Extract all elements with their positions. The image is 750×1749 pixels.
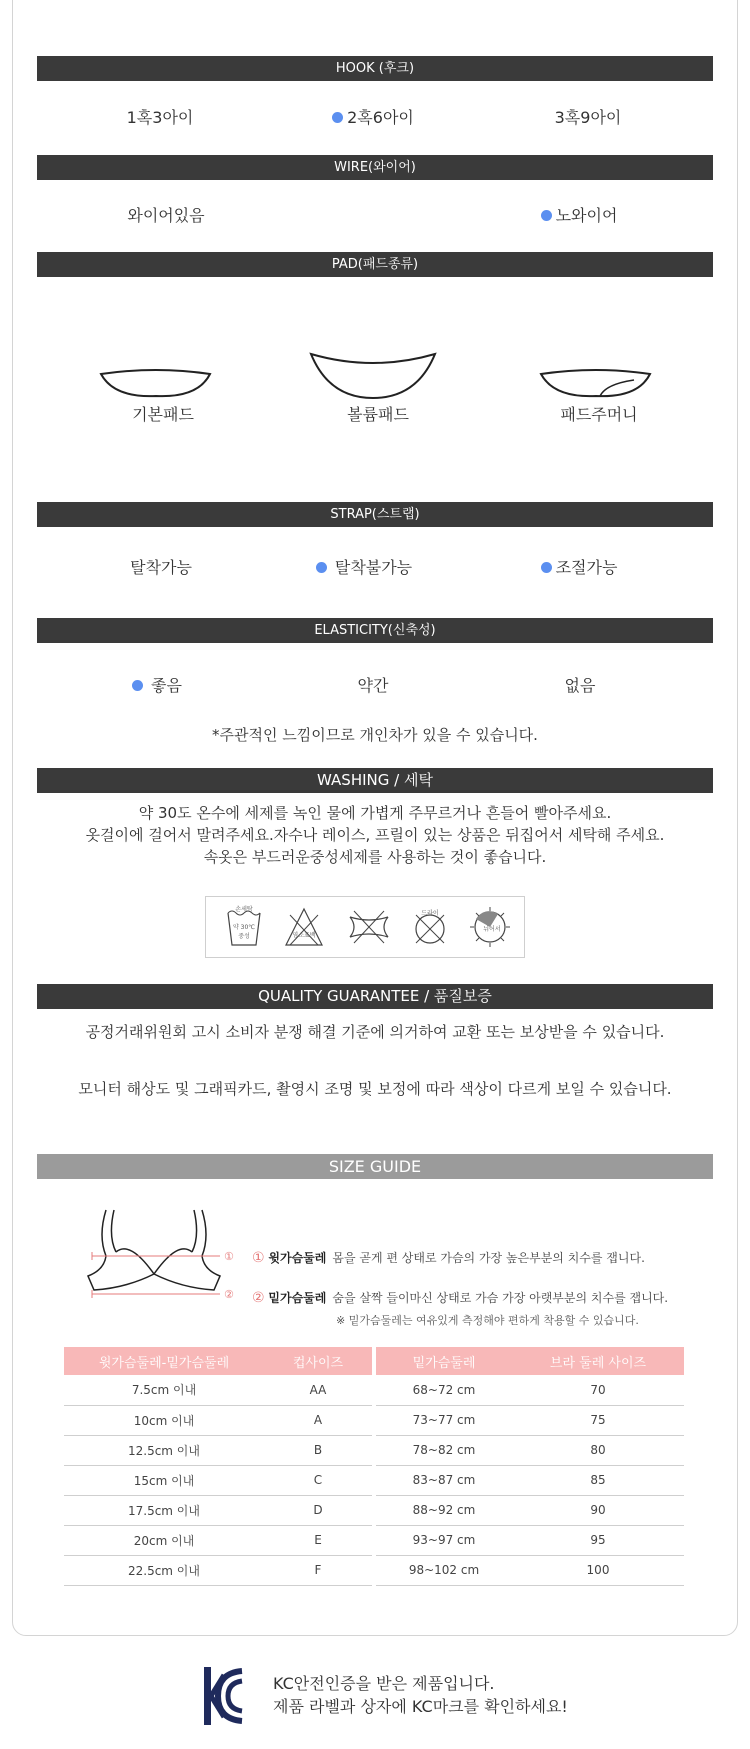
cup-table-cell: AA xyxy=(264,1375,372,1405)
band-table-cell: 95 xyxy=(512,1525,684,1555)
quality-header: QUALITY GUARANTEE / 품질보증 xyxy=(37,984,713,1009)
no-dry-clean-icon xyxy=(410,905,450,949)
band-table-cell: 83~87 cm xyxy=(376,1465,512,1495)
band-table-row xyxy=(376,1375,684,1405)
kc-mark-icon xyxy=(202,1665,248,1727)
mark-1: ① xyxy=(224,1250,234,1263)
band-table-cell: 88~92 cm xyxy=(376,1495,512,1525)
cup-table-row xyxy=(64,1495,372,1525)
band-table-row xyxy=(376,1495,684,1525)
cup-table-cell: 12.5cm 이내 xyxy=(64,1435,264,1465)
pad-option-1-label: 기본패드 xyxy=(132,405,194,424)
washing-line-3: 속옷은 부드러운중성세제를 사용하는 것이 좋습니다. xyxy=(203,848,547,866)
pad-option-3-label: 패드주머니 xyxy=(560,405,638,424)
hook-option-2 xyxy=(273,106,473,130)
cup-table-cell: 20cm 이내 xyxy=(64,1525,264,1555)
wire-option-1 xyxy=(66,204,266,228)
cup-table-cell: A xyxy=(264,1405,372,1435)
band-table-row xyxy=(376,1405,684,1435)
under-bust-term: 밑가슴둘레 xyxy=(268,1291,327,1305)
under-bust-description xyxy=(252,1289,668,1306)
hook-option-1 xyxy=(60,106,260,130)
volume-pad-icon xyxy=(307,350,439,402)
hook-option-3-label: 3혹9아이 xyxy=(554,108,622,127)
under-bust-num: ② xyxy=(252,1290,265,1306)
washing-line-1: 약 30도 온수에 세제를 녹인 물에 가볍게 주무르거나 흔들어 빨아주세요. xyxy=(138,804,612,822)
strap-option-2-label: 탈착불가능 xyxy=(334,558,413,577)
cup-table-row xyxy=(64,1375,372,1405)
selected-dot-icon xyxy=(132,680,143,691)
cup-table-header-2: 컵사이즈 xyxy=(264,1347,372,1375)
band-table-cell: 70 xyxy=(512,1375,684,1405)
washing-line-2: 옷걸이에 걸어서 말려주세요.자수나 레이스, 프릴이 있는 상품은 뒤집어서 세탁해 주세요. xyxy=(85,826,665,844)
pad-header: PAD(패드종류) xyxy=(37,252,713,277)
cup-table-row xyxy=(64,1465,372,1495)
cup-table-cell: F xyxy=(264,1555,372,1585)
hook-option-1-label: 1혹3아이 xyxy=(126,108,194,127)
hook-option-3 xyxy=(488,106,688,130)
no-wring-icon xyxy=(346,905,392,949)
upper-bust-num: ① xyxy=(252,1250,265,1266)
cup-table-cell: E xyxy=(264,1525,372,1555)
band-table-row xyxy=(376,1465,684,1495)
selected-dot-icon xyxy=(316,562,327,573)
band-table-cell: 85 xyxy=(512,1465,684,1495)
cup-table-row xyxy=(64,1435,372,1465)
washing-header: WASHING / 세탁 xyxy=(37,768,713,793)
size-guide-header: SIZE GUIDE xyxy=(37,1154,713,1179)
strap-option-3 xyxy=(479,556,679,580)
hand-wash-bottom-text: 중성 xyxy=(238,933,250,940)
cup-table-cell: 10cm 이내 xyxy=(64,1405,264,1435)
kc-line-2: 제품 라벨과 상자에 KC마크를 확인하세요! xyxy=(273,1697,568,1716)
hand-wash-top-text: 손세탁 xyxy=(235,906,253,913)
band-table-cell: 80 xyxy=(512,1435,684,1465)
band-size-table xyxy=(376,1347,684,1586)
quality-line-2: 모니터 해상도 및 그래픽카드, 촬영시 조명 및 보정에 따라 색상이 다르게 보일 수 있습니다. xyxy=(78,1080,672,1098)
band-table-cell: 68~72 cm xyxy=(376,1375,512,1405)
selected-dot-icon xyxy=(541,562,552,573)
bra-measure-diagram xyxy=(70,1206,240,1302)
cup-table-cell: D xyxy=(264,1495,372,1525)
upper-bust-term: 윗가슴둘레 xyxy=(268,1251,327,1265)
strap-header: STRAP(스트랩) xyxy=(37,502,713,527)
under-bust-note: ※ 밑가슴둘레는 여유있게 측정해야 편하게 착용할 수 있습니다. xyxy=(336,1314,639,1327)
cup-table-cell: C xyxy=(264,1465,372,1495)
care-label-box xyxy=(205,896,525,958)
pad-pocket-icon xyxy=(538,368,654,400)
elasticity-option-1-label: 좋음 xyxy=(151,676,182,695)
band-table-row xyxy=(376,1555,684,1585)
band-table-cell: 100 xyxy=(512,1555,684,1585)
cup-table-row xyxy=(64,1405,372,1435)
band-table-row xyxy=(376,1435,684,1465)
basic-pad-icon xyxy=(98,368,214,400)
band-table-row xyxy=(376,1525,684,1555)
band-table-cell: 73~77 cm xyxy=(376,1405,512,1435)
under-bust-desc: 숨을 살짝 들이마신 상태로 가슴 가장 아랫부분의 치수를 잽니다. xyxy=(332,1291,669,1305)
band-table-header-2: 브라 둘레 사이즈 xyxy=(512,1347,684,1375)
cup-table-cell: 22.5cm 이내 xyxy=(64,1555,264,1585)
dry-clean-text: 드라이 xyxy=(421,910,439,917)
cup-table-row xyxy=(64,1555,372,1585)
elasticity-option-2-label: 약간 xyxy=(357,676,389,695)
hook-header: HOOK (후크) xyxy=(37,56,713,81)
cup-table-row xyxy=(64,1525,372,1555)
band-table-cell: 75 xyxy=(512,1405,684,1435)
cup-table-cell: B xyxy=(264,1435,372,1465)
wire-header: WIRE(와이어) xyxy=(37,155,713,180)
elasticity-note: *주관적인 느낌이므로 개인차가 있을 수 있습니다. xyxy=(212,726,538,744)
band-table-header-1: 밑가슴둘레 xyxy=(376,1347,512,1375)
elasticity-option-1 xyxy=(57,674,257,698)
kc-line-1: KC안전인증을 받은 제품입니다. xyxy=(273,1674,495,1693)
selected-dot-icon xyxy=(541,210,552,221)
upper-bust-description xyxy=(252,1249,645,1266)
cup-size-table xyxy=(64,1347,372,1586)
no-bleach-icon xyxy=(284,905,324,949)
no-tumble-dry-icon xyxy=(468,905,512,949)
hand-wash-icon xyxy=(226,905,262,949)
cup-table-header-1: 윗가슴둘레-밑가슴둘레 xyxy=(64,1347,264,1375)
washing-instructions xyxy=(37,802,713,868)
elasticity-option-3-label: 없음 xyxy=(564,676,596,695)
strap-option-1-label: 탈착가능 xyxy=(130,558,192,577)
wring-text: 뉘어서 xyxy=(483,926,501,933)
quality-line-1: 공정거래위원회 고시 소비자 분쟁 해결 기준에 의거하여 교환 또는 보상받을 수 있습니다. xyxy=(85,1023,665,1041)
strap-option-1 xyxy=(61,556,261,580)
hook-option-2-label: 2혹6아이 xyxy=(347,108,414,127)
band-table-cell: 93~97 cm xyxy=(376,1525,512,1555)
band-table-cell: 78~82 cm xyxy=(376,1435,512,1465)
selected-dot-icon xyxy=(332,112,343,123)
mark-2: ② xyxy=(224,1288,234,1301)
kc-notice xyxy=(273,1672,568,1718)
wire-option-1-label: 와이어있음 xyxy=(127,206,205,225)
band-table-cell: 90 xyxy=(512,1495,684,1525)
cup-table-cell: 17.5cm 이내 xyxy=(64,1495,264,1525)
strap-option-2 xyxy=(264,556,464,580)
cup-table-cell: 15cm 이내 xyxy=(64,1465,264,1495)
elasticity-header: ELASTICITY(신축성) xyxy=(37,618,713,643)
no-bleach-text: 염소표백 xyxy=(292,932,316,939)
pad-option-2-label: 볼륨패드 xyxy=(347,405,409,424)
upper-bust-desc: 몸을 곧게 편 상태로 가슴의 가장 높은부분의 치수를 잽니다. xyxy=(332,1251,645,1265)
wire-option-2 xyxy=(479,204,679,228)
wire-option-2-label: 노와이어 xyxy=(555,206,618,225)
band-table-cell: 98~102 cm xyxy=(376,1555,512,1585)
cup-table-cell: 7.5cm 이내 xyxy=(64,1375,264,1405)
strap-option-3-label: 조절가능 xyxy=(555,558,618,577)
hand-wash-temp-text: 약 30℃ xyxy=(232,924,256,931)
